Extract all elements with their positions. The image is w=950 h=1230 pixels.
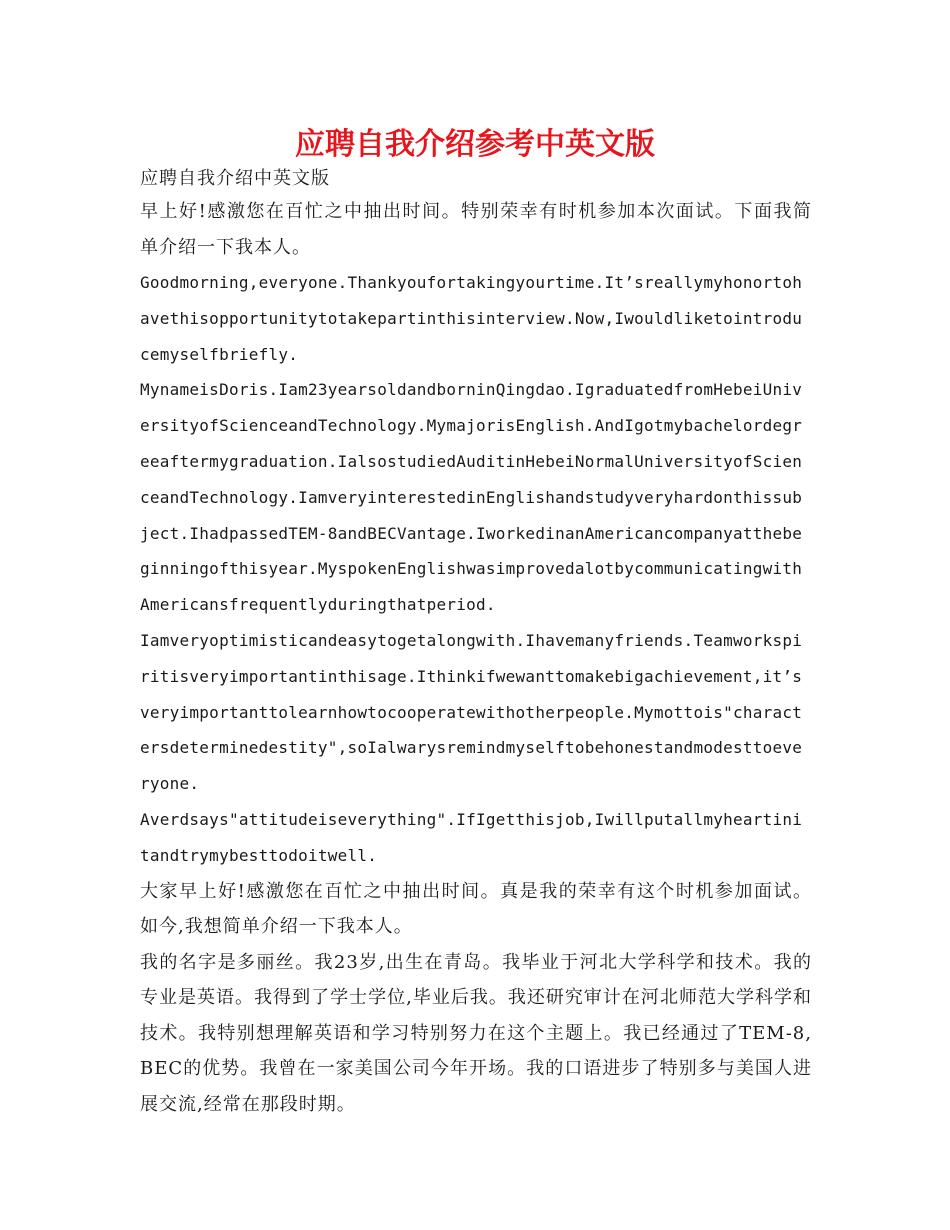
paragraph-background-en: MynameisDoris.Iam23yearsoldandborninQingdao.IgraduatedfromHebeiUniversityofScienceandTechnology.MymajorisEnglish.AndIgotmybachelordegreeaftermygraduation.IalsostudiedAuditinHebeiNormalUniversityofScienceandTechnology.IamveryinterestedinEnglishandstudyveryhardonthissubject.IhadpassedTEM-8andBECVantage.IworkedinanAmericancompanyatthebeginningofthisyear.MyspokenEnglishwasimprovedalotbycommunicatingwithAmericansfrequentlyduringthatperiod.	[140, 380, 803, 615]
document-title: 应聘自我介绍参考中英文版	[295, 127, 655, 162]
paragraph-background-zh: 我的名字是多丽丝。我23岁,出生在青岛。我毕业于河北大学科学和技术。我的专业是英语。我得到了学士学位,毕业后我。我还研究审计在河北师范大学科学和技术。我特别想理解英语和学习特别努力在这个主题上。我已经通过了TEM-8,BEC的优势。我曾在一家美国公司今年开场。我的口语进步了特别多与美国人进展交流,经常在那段时期。	[140, 951, 812, 1115]
paragraph-greeting-zh: 早上好!感激您在百忙之中抽出时间。特别荣幸有时机参加本次面试。下面我简单介绍一下我本人。	[140, 201, 812, 258]
paragraph-personality-en: Iamveryoptimisticandeasytogetalongwith.Ihavemanyfriends.Teamworkspiritisveryimportantinthisage.Ithinkifwewanttomakebigachievement,it’sveryimportanttolearnhowtocooperatewithotherpeople.Mymottois"charactersdeterminedestity",soIalwarysremindmyselftobehonestandmodesttoeveryone.	[140, 630, 803, 794]
document-body	[140, 166, 812, 1122]
paragraph-greeting-en: Goodmorning,everyone.Thankyoufortakingyourtime.It’sreallymyhonortohavethisopportunitytotakepartinthisinterview.Now,Iwouldliketointroducemyselfbriefly.	[140, 273, 803, 364]
paragraph-closing-en: Averdsays"attitudeiseverything".IfIgetthisjob,Iwillputallmyheartinitandtrymybesttodoitwell.	[140, 809, 803, 865]
document-subtitle: 应聘自我介绍中英文版	[140, 168, 330, 189]
paragraph-greeting-zh-2: 大家早上好!感激您在百忙之中抽出时间。真是我的荣幸有这个时机参加面试。如今,我想简单介绍一下我本人。	[140, 880, 812, 938]
